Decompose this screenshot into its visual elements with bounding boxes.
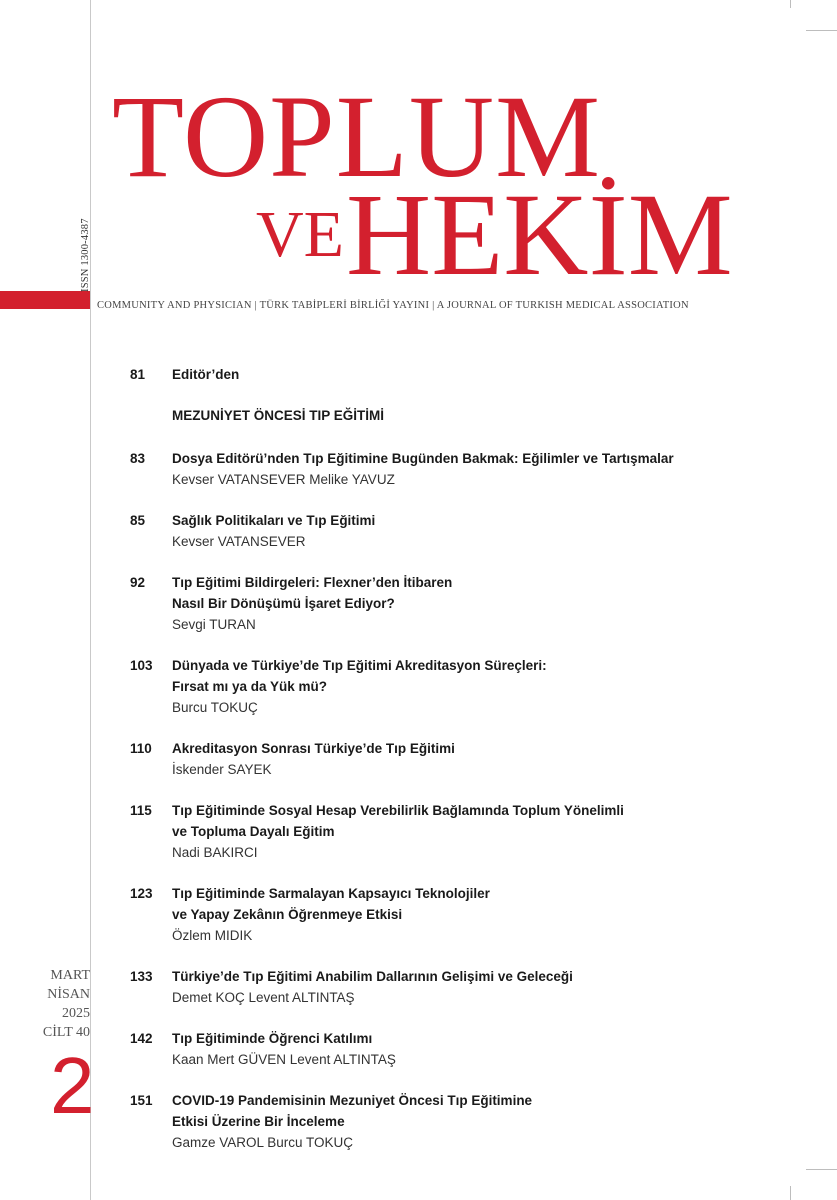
toc-title: Tıp Eğitiminde Sarmalayan Kapsayıcı Teknolojiler <box>172 886 490 901</box>
toc-authors: Sevgi TURAN <box>172 617 256 632</box>
toc-authors: Kevser VATANSEVER Melike YAVUZ <box>172 472 395 487</box>
issue-month-2: NİSAN <box>47 987 90 1002</box>
toc-section-heading: MEZUNİYET ÖNCESİ TIP EĞİTİMİ <box>172 408 385 423</box>
toc-authors: Burcu TOKUÇ <box>172 700 258 715</box>
toc-title: COVID-19 Pandemisinin Mezuniyet Öncesi Tıp Eğitimine <box>172 1093 533 1108</box>
toc-entry-editor[interactable] <box>130 364 810 385</box>
toc-authors: Demet KOÇ Levent ALTINTAŞ <box>172 990 355 1005</box>
toc-title: Akreditasyon Sonrası Türkiye’de Tıp Eğitimi <box>172 741 455 756</box>
toc-authors: Kevser VATANSEVER <box>172 534 306 549</box>
toc-title: Sağlık Politikaları ve Tıp Eğitimi <box>172 513 376 528</box>
spine-line <box>90 0 91 1200</box>
toc-title: ve Yapay Zekânın Öğrenmeye Etkisi <box>172 907 403 922</box>
toc-entry[interactable] <box>130 510 810 552</box>
issue-year: 2025 <box>62 1006 90 1021</box>
masthead-subtitle: COMMUNITY AND PHYSICIAN | TÜRK TABİPLERİ BİRLİĞİ YAYINI | A JOURNAL OF TURKISH MEDICAL ASSOCIATION <box>97 300 689 311</box>
masthead-title-hekim: HEKİM <box>346 169 733 300</box>
toc-page-number: 92 <box>130 575 146 590</box>
toc-entry[interactable] <box>130 572 810 635</box>
toc-title: Dünyada ve Türkiye’de Tıp Eğitimi Akreditasyon Süreçleri: <box>172 658 547 673</box>
toc-title: Nasıl Bir Dönüşümü İşaret Ediyor? <box>172 596 395 611</box>
toc-title: Tıp Eğitimi Bildirgeleri: Flexner’den İtibaren <box>172 575 453 590</box>
table-of-contents <box>130 364 810 1173</box>
toc-entry[interactable] <box>130 800 810 863</box>
toc-page-number: 85 <box>130 513 146 528</box>
toc-title: Tıp Eğitiminde Öğrenci Katılımı <box>172 1031 373 1046</box>
toc-entry[interactable] <box>130 1028 810 1070</box>
toc-authors: Özlem MIDIK <box>172 928 253 943</box>
toc-page-number: 151 <box>130 1093 153 1108</box>
issue-info <box>28 966 90 1042</box>
toc-page-number: 81 <box>130 367 146 382</box>
toc-entry[interactable] <box>130 448 810 490</box>
toc-page-number: 83 <box>130 451 146 466</box>
toc-entry[interactable] <box>130 738 810 780</box>
issue-number: 2 <box>50 1041 95 1130</box>
toc-page-number: 133 <box>130 969 153 984</box>
issn-label: ISSN 1300-4387 <box>80 218 91 292</box>
toc-entry[interactable] <box>130 1090 810 1153</box>
toc-title: Tıp Eğitiminde Sosyal Hesap Verebilirlik Bağlamında Toplum Yönelimli <box>172 803 624 818</box>
masthead-title-ve: VE <box>256 198 344 271</box>
masthead-title-toplum: TOPLUM <box>112 71 602 202</box>
toc-authors: Kaan Mert GÜVEN Levent ALTINTAŞ <box>172 1052 396 1067</box>
toc-entry[interactable] <box>130 966 810 1008</box>
crop-mark-right-top <box>806 30 837 31</box>
crop-mark-top <box>790 0 791 8</box>
toc-page-number: 142 <box>130 1031 153 1046</box>
toc-title: Dosya Editörü’nden Tıp Eğitimine Bugünden Bakmak: Eğilimler ve Tartışmalar <box>172 451 674 466</box>
red-accent-bar <box>0 291 90 309</box>
crop-mark-bottom <box>790 1186 791 1200</box>
toc-entry[interactable] <box>130 883 810 946</box>
toc-title: Editör’den <box>172 367 240 382</box>
toc-page-number: 123 <box>130 886 153 901</box>
toc-entry-list <box>130 448 810 1153</box>
toc-authors: İskender SAYEK <box>172 762 272 777</box>
issue-volume: CİLT 40 <box>42 1025 90 1040</box>
toc-page-number: 115 <box>130 803 152 818</box>
toc-title: Türkiye’de Tıp Eğitimi Anabilim Dallarının Gelişimi ve Geleceği <box>172 969 573 984</box>
toc-title: ve Topluma Dayalı Eğitim <box>172 824 335 839</box>
issue-month-1: MART <box>50 968 90 983</box>
crop-mark-right-bottom <box>806 1169 837 1170</box>
toc-page-number: 110 <box>130 741 152 756</box>
toc-title: Fırsat mı ya da Yük mü? <box>172 679 328 694</box>
toc-entry[interactable] <box>130 655 810 718</box>
toc-title: Etkisi Üzerine Bir İnceleme <box>172 1114 345 1129</box>
toc-authors: Nadi BAKIRCI <box>172 845 258 860</box>
toc-authors: Gamze VAROL Burcu TOKUÇ <box>172 1135 354 1150</box>
toc-page-number: 103 <box>130 658 153 673</box>
